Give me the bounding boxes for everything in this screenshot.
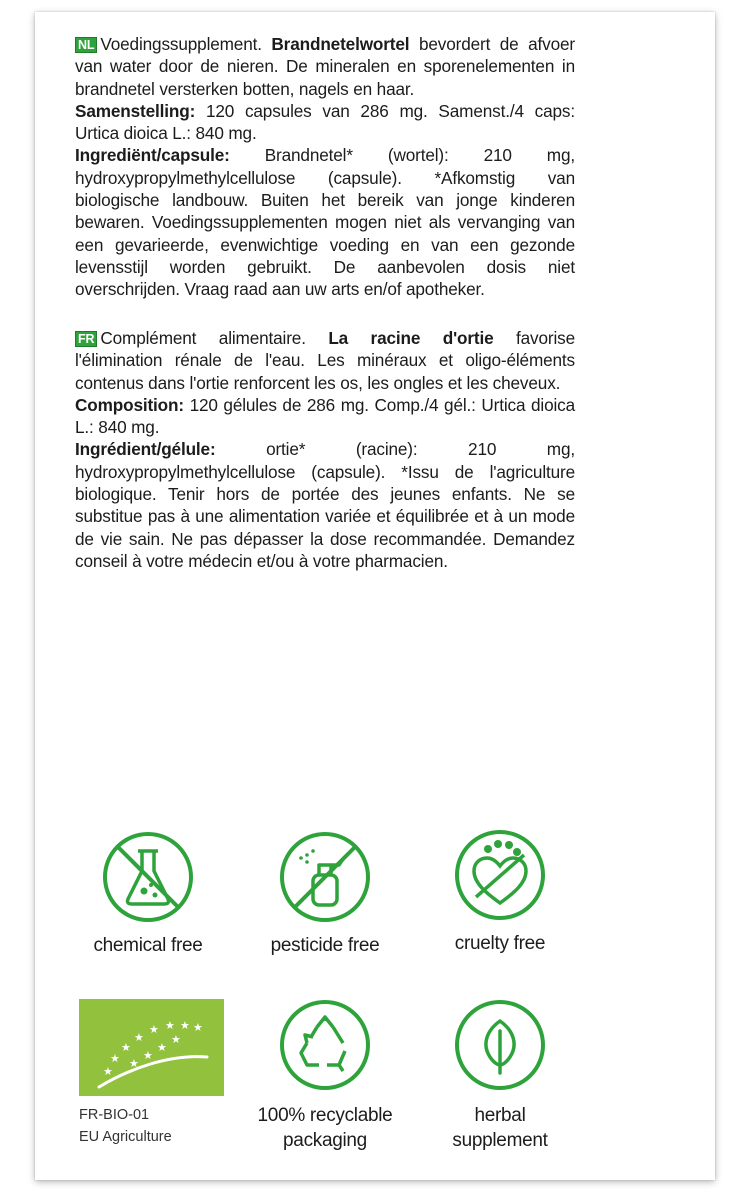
svg-text:★: ★ bbox=[165, 1019, 175, 1032]
recyclable-label-line1: 100% recyclable bbox=[257, 1105, 393, 1126]
eu-organic-code-block bbox=[79, 1104, 172, 1148]
eu-stars-leaf-icon bbox=[79, 999, 224, 1096]
svg-text:★: ★ bbox=[149, 1023, 159, 1036]
fr-ingredients: Ingrédient/gélule: ortie* (racine): 210 mg, hydroxypropylmethylcellulose (capsule). *Issu de l'agriculture biologique. Tenir hors de portée des jeunes enfants. Ne se substitue pas à une alimentation variée et équilibrée et à un mode de vie sain. Ne pas dépasser la dose recommandée. Demandez conseil à votre médecin et/ou à votre pharmacien. bbox=[75, 439, 575, 571]
pesticide-free-label: pesticide free bbox=[270, 935, 380, 956]
flask-crossed-icon bbox=[100, 829, 196, 925]
leaf-icon bbox=[452, 997, 548, 1093]
nl-product-name: Brandnetelwortel bbox=[271, 34, 410, 54]
svg-text:★: ★ bbox=[103, 1065, 113, 1078]
nl-text-block bbox=[75, 33, 575, 301]
nl-intro: NL Voedingssupplement. Brandnetelwortel bevordert de afvoer van water door de nieren. De mineralen en sporenelementen in brandnetel versterken botten, nagels en haar. bbox=[75, 34, 575, 99]
svg-text:★: ★ bbox=[143, 1049, 153, 1062]
fr-product-name: La racine d'ortie bbox=[328, 328, 494, 348]
spray-crossed-icon bbox=[277, 829, 373, 925]
svg-text:★: ★ bbox=[110, 1052, 120, 1065]
eu-organic-origin: EU Agriculture bbox=[79, 1129, 172, 1145]
svg-text:★: ★ bbox=[180, 1019, 190, 1032]
svg-text:★: ★ bbox=[193, 1021, 203, 1034]
recycle-icon bbox=[277, 997, 373, 1093]
svg-text:★: ★ bbox=[134, 1031, 144, 1044]
svg-text:★: ★ bbox=[121, 1041, 131, 1054]
fr-text-block bbox=[75, 327, 575, 572]
cruelty-free-badge bbox=[400, 827, 600, 956]
herbal-label-line1: herbal bbox=[474, 1105, 526, 1126]
recyclable-label-line2: packaging bbox=[283, 1130, 367, 1151]
nl-ingredients: Ingrediënt/capsule: Brandnetel* (wortel): 210 mg, hydroxypropylmethylcellulose (capsule). *Afkomstig van biologische landbouw. Buiten het bereik van jonge kinderen bewaren. Voedingssupplementen mogen niet als vervanging van een gevarieerde, evenwichtige voeding en van een gezonde levensstijl worden gebruikt. De aanbevolen dosis niet overschrijden. Vraag raad aan uw arts en/of apotheker. bbox=[75, 145, 575, 300]
svg-text:★: ★ bbox=[171, 1033, 181, 1046]
chemical-free-label: chemical free bbox=[93, 935, 203, 956]
cruelty-free-label: cruelty free bbox=[454, 933, 546, 954]
svg-text:★: ★ bbox=[129, 1057, 139, 1070]
eu-organic-code: FR-BIO-01 bbox=[79, 1107, 150, 1123]
paw-heart-icon bbox=[452, 827, 548, 923]
fr-composition: Composition: 120 gélules de 286 mg. Comp./4 gél.: Urtica dioica L.: 840 mg. bbox=[75, 394, 575, 438]
fr-intro: FR Complément alimentaire. La racine d'ortie favorise l'élimination rénale de l'eau. Les minéraux et oligo-éléments contenus dans l'ortie renforcent les os, les ongles et les cheveux. bbox=[75, 328, 576, 393]
herbal-supplement-badge bbox=[400, 997, 600, 1153]
product-label-panel bbox=[35, 12, 715, 1180]
fr-language-badge: FR bbox=[75, 331, 97, 347]
herbal-label-line2: supplement bbox=[452, 1130, 548, 1151]
nl-composition: Samenstelling: 120 capsules van 286 mg. Samenst./4 caps: Urtica dioica L.: 840 mg. bbox=[75, 100, 575, 144]
chemical-free-badge bbox=[48, 829, 248, 958]
nl-language-badge: NL bbox=[75, 37, 97, 53]
recyclable-packaging-badge bbox=[225, 997, 425, 1153]
eu-organic-leaf-logo bbox=[79, 999, 224, 1096]
pesticide-free-badge bbox=[225, 829, 425, 958]
svg-text:★: ★ bbox=[157, 1041, 167, 1054]
